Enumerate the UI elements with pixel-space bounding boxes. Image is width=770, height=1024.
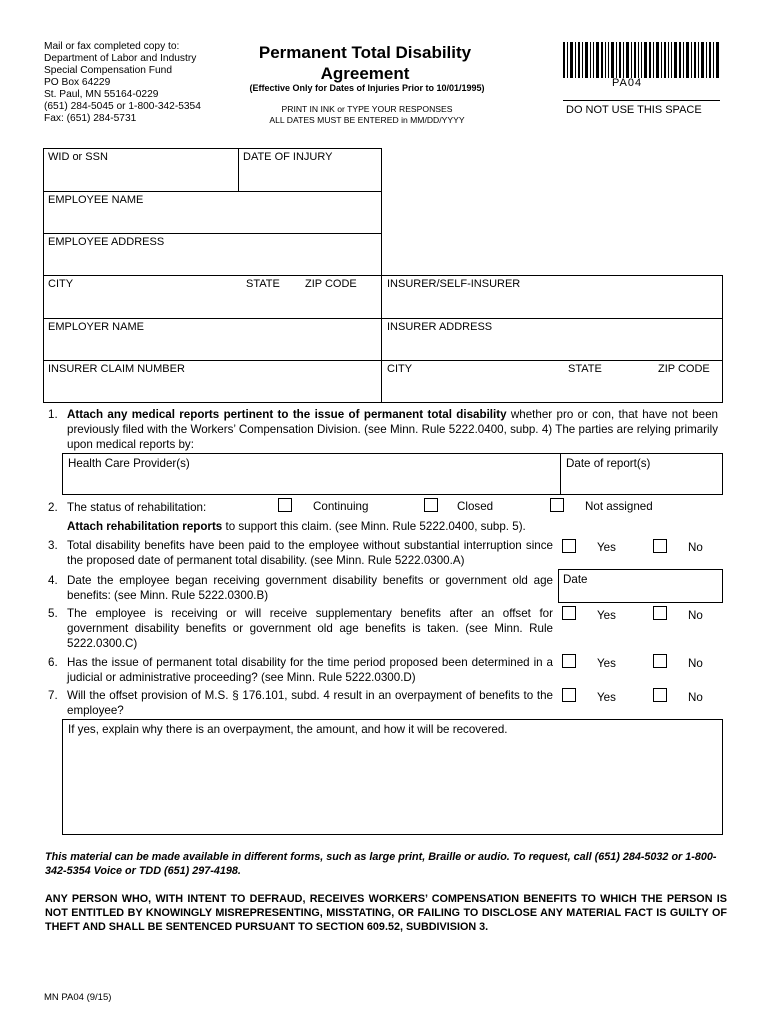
q2-text: The status of rehabilitation: — [67, 501, 207, 514]
form-number: MN PA04 (9/15) — [44, 992, 112, 1003]
continuing-checkbox[interactable] — [278, 498, 292, 512]
q5-text: The employee is receiving or will receive supplementary benefits after an offset for government disability benefits or government old age benefits is taken. (see Minn. Rule 5222.0300.C) — [67, 607, 553, 650]
health-provider-label: Health Care Provider(s) — [68, 457, 190, 470]
q3-yes-checkbox[interactable] — [562, 539, 576, 553]
q6-yes-label: Yes — [597, 657, 616, 670]
q5-number: 5. — [48, 607, 58, 620]
q1-bold: Attach any medical reports pertinent to the issue of permanent total disability — [67, 408, 507, 421]
insurer-address-field[interactable] — [381, 318, 723, 361]
employer-name-field[interactable] — [43, 318, 382, 361]
q3-no-checkbox[interactable] — [653, 539, 667, 553]
date-of-injury-label: DATE OF INJURY — [243, 151, 333, 163]
insurer-field[interactable] — [381, 275, 723, 319]
q2-attach-rest: to support this claim. (see Minn. Rule 5222.0400, subp. 5). — [222, 520, 526, 533]
not-assigned-label: Not assigned — [585, 500, 653, 513]
employer-name-label: EMPLOYER NAME — [48, 321, 144, 333]
q4-text: Date the employee began receiving government disability benefits or government old age benefits: (see Minn. Rule 5222.0300.B) — [67, 574, 553, 602]
q5-yes-label: Yes — [597, 609, 616, 622]
instructions-line-2: ALL DATES MUST BE ENTERED in MM/DD/YYYY — [269, 115, 465, 125]
q6-no-checkbox[interactable] — [653, 654, 667, 668]
q7-yes-checkbox[interactable] — [562, 688, 576, 702]
state-label: STATE — [246, 278, 280, 290]
q5-no-label: No — [688, 609, 703, 622]
q7-no-checkbox[interactable] — [653, 688, 667, 702]
q1-rest: whether pro or con, that have not been previously filed with the Workers’ Compensation Division. (see Minn. Rule 5222.0400, subp. 4) The parties are relying primarily upon medical reports by: — [67, 408, 718, 451]
q3-yes-label: Yes — [597, 541, 616, 554]
q5-yes-checkbox[interactable] — [562, 606, 576, 620]
form-instructions — [222, 104, 512, 126]
employee-address-field[interactable] — [43, 233, 382, 276]
insurer-address-label: INSURER ADDRESS — [387, 321, 493, 333]
office-use-label: DO NOT USE THIS SPACE — [566, 104, 702, 116]
q2-attach-bold: Attach rehabilitation reports — [67, 520, 223, 533]
title-line-2: Agreement — [320, 64, 410, 83]
wid-field[interactable] — [43, 148, 239, 192]
barcode-label: PA04 — [612, 77, 643, 89]
insurer-claim-number-field[interactable] — [43, 360, 382, 403]
q7-yes-label: Yes — [597, 691, 616, 704]
insurer-state-label: STATE — [568, 363, 602, 375]
instructions-line-1: PRINT IN INK or TYPE YOUR RESPONSES — [281, 104, 453, 114]
insurer-city-field[interactable] — [381, 360, 723, 403]
closed-checkbox[interactable] — [424, 498, 438, 512]
employee-address-label: EMPLOYEE ADDRESS — [48, 236, 165, 248]
q3-text: Total disability benefits have been paid to the employee without substantial interruption since the proposed date of permanent total disability. (see Minn. Rule 5222.0300.A) — [67, 539, 553, 567]
overpayment-explanation-field[interactable] — [62, 719, 723, 835]
insurer-zip-label: ZIP CODE — [658, 363, 710, 375]
mailing-address — [44, 41, 201, 125]
employee-city-field[interactable] — [43, 275, 382, 319]
q1-text — [67, 407, 718, 452]
date-of-reports-label: Date of report(s) — [566, 457, 651, 470]
fraud-warning: ANY PERSON WHO, WITH INTENT TO DEFRAUD, RECEIVES WORKERS’ COMPENSATION BENEFITS TO WHICH THE PERSON IS NOT ENTITLED BY KNOWINGLY MISREPRESENTING, MISSTATING, OR FAILING TO DISCLOSE ANY MATERIAL FACT IS GUILTY OF THEFT AND SHALL BE SENTENCED PURSUANT TO SECTION 609.52, SUBDIVISION 3. — [45, 893, 727, 933]
q2-attach-text — [67, 519, 526, 534]
address-line: PO Box 64229 — [44, 77, 111, 88]
wid-label: WID or SSN — [48, 151, 108, 163]
q1-number: 1. — [48, 408, 58, 421]
insurer-label: INSURER/SELF-INSURER — [387, 278, 521, 290]
address-line: Special Compensation Fund — [44, 65, 172, 76]
accessibility-notice: This material can be made available in different forms, such as large print, Braille or audio. To request, call (651) 284-5032 or 1-800-342-5354 Voice or TDD (651) 297-4198. — [45, 851, 717, 877]
employee-name-label: EMPLOYEE NAME — [48, 194, 144, 206]
closed-label: Closed — [457, 500, 494, 513]
q3-no-label: No — [688, 541, 703, 554]
insurer-claim-number-label: INSURER CLAIM NUMBER — [48, 363, 185, 375]
q6-number: 6. — [48, 656, 58, 669]
q6-yes-checkbox[interactable] — [562, 654, 576, 668]
health-provider-field[interactable] — [62, 453, 561, 495]
title-line-1: Permanent Total Disability — [258, 43, 472, 62]
date-of-injury-field[interactable] — [238, 148, 382, 192]
benefits-date-label: Date — [563, 573, 588, 586]
q6-no-label: No — [688, 657, 703, 670]
continuing-label: Continuing — [313, 500, 369, 513]
benefits-date-field[interactable] — [558, 569, 723, 603]
q6-text: Has the issue of permanent total disability for the time period proposed been determined in a judicial or administrative proceeding? (see Minn. Rule 5222.0300.D) — [67, 656, 553, 684]
zip-label: ZIP CODE — [305, 278, 357, 290]
form-subtitle: (Effective Only for Dates of Injuries Prior to 10/01/1995) — [249, 83, 485, 93]
q3-number: 3. — [48, 539, 58, 552]
insurer-city-label: CITY — [387, 363, 413, 375]
address-line: Mail or fax completed copy to: — [44, 41, 180, 52]
employee-name-field[interactable] — [43, 191, 382, 234]
q7-text: Will the offset provision of M.S. § 176.101, subd. 4 result in an overpayment of benefits to the employee? — [67, 689, 553, 717]
overpayment-explanation-label: If yes, explain why there is an overpayment, the amount, and how it will be recovered. — [68, 723, 508, 736]
address-line: Fax: (651) 284-5731 — [44, 113, 137, 124]
q2-number: 2. — [48, 501, 58, 514]
form-title — [230, 42, 500, 84]
q4-number: 4. — [48, 574, 58, 587]
date-of-reports-field[interactable] — [560, 453, 723, 495]
city-label: CITY — [48, 278, 74, 290]
address-line: Department of Labor and Industry — [44, 53, 197, 64]
address-line: St. Paul, MN 55164-0229 — [44, 89, 159, 100]
q5-no-checkbox[interactable] — [653, 606, 667, 620]
q7-number: 7. — [48, 689, 58, 702]
not-assigned-checkbox[interactable] — [550, 498, 564, 512]
address-line: (651) 284-5045 or 1-800-342-5354 — [44, 101, 201, 112]
q7-no-label: No — [688, 691, 703, 704]
divider — [563, 100, 720, 101]
barcode-icon — [563, 42, 720, 78]
